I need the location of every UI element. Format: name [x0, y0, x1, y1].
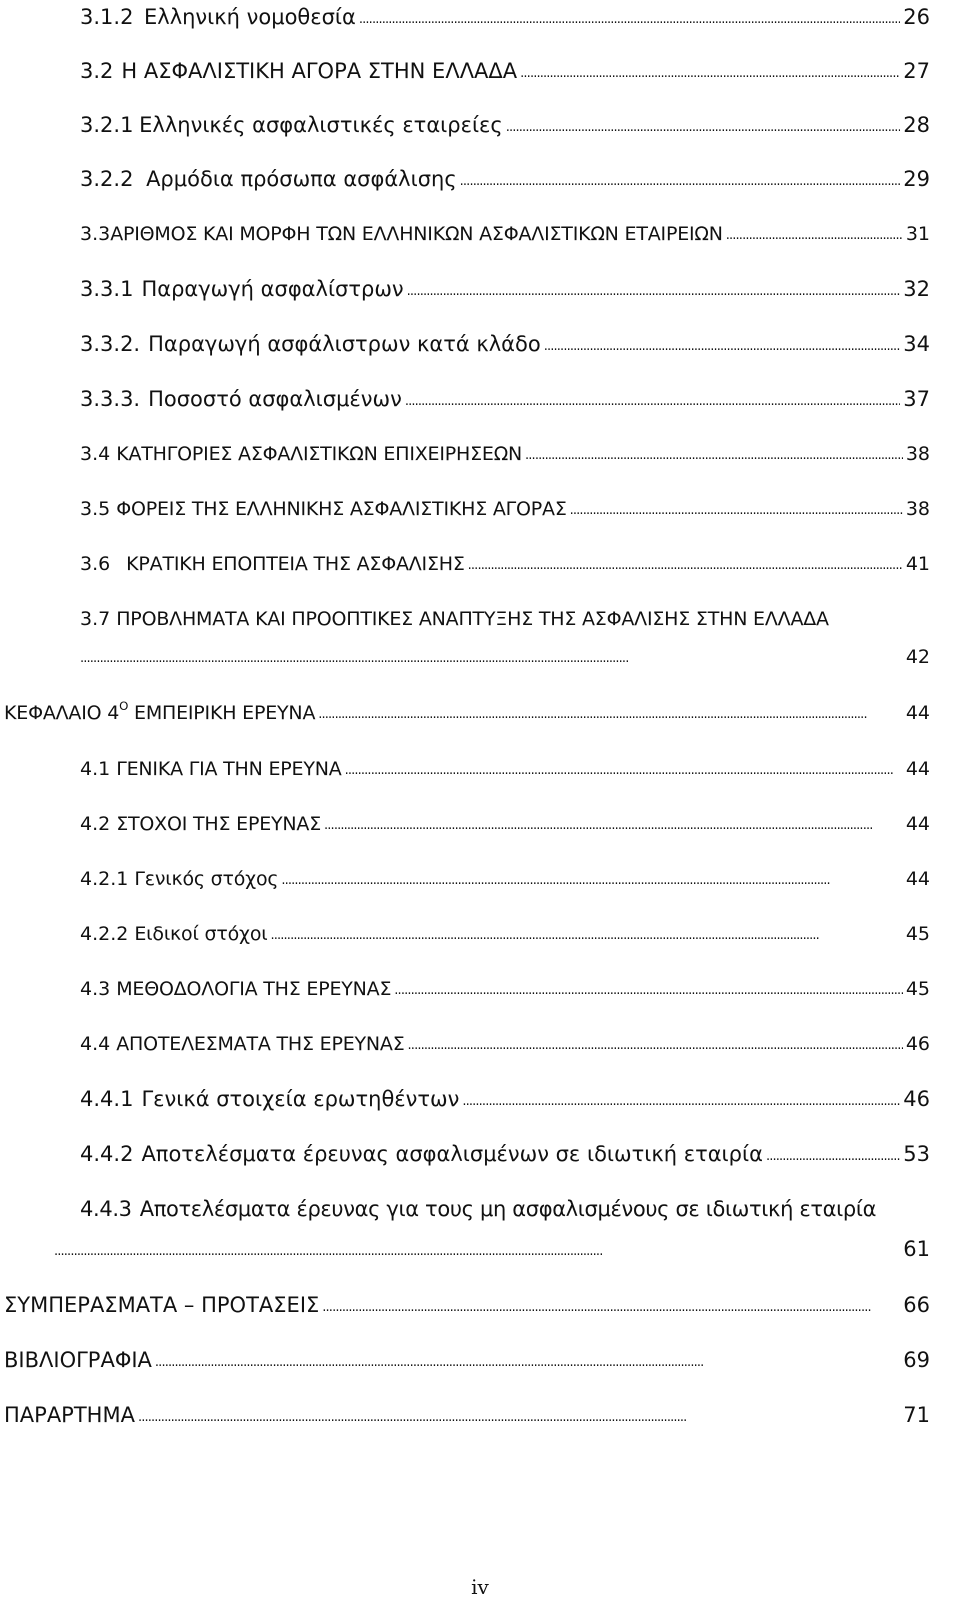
toc-entry-page: 38	[905, 443, 930, 465]
toc-entry-title: ΣΤΟΧΟΙ ΤΗΣ ΕΡΕΥΝΑΣ	[116, 813, 322, 835]
toc-entry-page: 41	[905, 553, 930, 575]
toc-entry-page: 31	[905, 223, 930, 245]
toc-entry[interactable]: 3.1.2 Ελληνική νομοθεσία . . . 26	[80, 4, 930, 30]
dot-leader	[544, 330, 901, 360]
dot-leader	[324, 810, 903, 839]
dot-leader	[318, 699, 903, 728]
toc-entry-title: Αποτελέσματα έρευνας για τους μη ασφαλισμένους σε ιδιωτική εταιρία	[139, 1197, 877, 1221]
toc-entry-title: ΒΙΒΛΙΟΓΡΑΦΙΑ	[4, 1348, 152, 1372]
toc-entry[interactable]	[80, 331, 930, 357]
toc-entry-number: 3.7	[80, 608, 111, 630]
toc-entry-number: 3.2	[80, 59, 114, 83]
toc-entry-number: 4.4	[80, 1033, 111, 1055]
toc-entry-page: 44	[905, 813, 930, 835]
toc-entry[interactable]	[80, 112, 930, 138]
toc-entry-title: Ειδικοί στόχοι	[134, 923, 268, 945]
toc-entry-title: Ελληνικές ασφαλιστικές εταιρείες	[139, 113, 503, 137]
ordinal-suffix: Ο	[119, 698, 129, 713]
toc-entry[interactable]	[80, 441, 930, 467]
dot-leader	[506, 111, 901, 141]
dot-leader	[54, 1235, 900, 1265]
dot-leader	[281, 865, 902, 894]
toc-entry-title: ΦΟΡΕΙΣ ΤΗΣ ΕΛΛΗΝΙΚΗΣ ΑΣΦΑΛΙΣΤΙΚΗΣ ΑΓΟΡΑΣ	[116, 498, 567, 520]
toc-entry-page: 69	[903, 1348, 930, 1372]
dot-leader	[138, 1401, 900, 1431]
chapter-subtitle: ΕΜΠΕΙΡΙΚΗ ΕΡΕΥΝΑ	[128, 702, 316, 724]
dot-leader	[460, 165, 901, 195]
toc-entry-title-line[interactable]	[80, 606, 829, 632]
dot-leader	[407, 275, 901, 305]
toc-entry-title: Γενικά στοιχεία ερωτηθέντων	[141, 1087, 460, 1111]
dot-leader	[394, 975, 903, 1004]
toc-entry[interactable]	[80, 221, 930, 247]
toc-entry-number: 3.5	[80, 498, 111, 520]
toc-entry-title-line[interactable]	[80, 1196, 876, 1222]
toc-entry-page: 37	[903, 387, 930, 411]
toc-entry[interactable]	[80, 756, 930, 782]
toc-entry-number: 3.4	[80, 443, 111, 465]
toc-entry[interactable]	[4, 1292, 930, 1318]
toc-entry-title: ΜΕΘΟΔΟΛΟΓΙΑ ΤΗΣ ΕΡΕΥΝΑΣ	[116, 978, 392, 1000]
toc-entry[interactable]	[80, 811, 930, 837]
toc-entry-number: 4.2	[80, 813, 111, 835]
toc-entry-number: 4.1	[80, 758, 111, 780]
dot-leader	[570, 495, 903, 524]
toc-entry-title: Παραγωγή ασφάλιστρων κατά κλάδο	[148, 332, 541, 356]
toc-entry-page: 42	[905, 646, 930, 668]
dot-leader	[408, 1030, 903, 1059]
toc-entry-number: 4.4.2	[80, 1142, 134, 1166]
toc-entry-title: Γενικός στόχος	[134, 868, 279, 890]
toc-entry-title: ΑΡΙΘΜΟΣ ΚΑΙ ΜΟΡΦΗ ΤΩΝ ΕΛΛΗΝΙΚΩΝ ΑΣΦΑΛΙΣΤΙΚΩΝ ΕΤΑΙΡΕΙΩΝ	[110, 223, 723, 245]
toc-entry-title: ΠΡΟΒΛΗΜΑΤΑ ΚΑΙ ΠΡΟΟΠΤΙΚΕΣ ΑΝΑΠΤΥΞΗΣ ΤΗΣ ΑΣΦΑΛΙΣΗΣ ΣΤΗΝ ΕΛΛΑΔΑ	[116, 608, 829, 630]
dot-leader	[345, 755, 903, 784]
dot-leader	[405, 385, 900, 415]
dot-leader	[359, 3, 900, 33]
toc-entry-title: ΣΥΜΠΕΡΑΣΜΑΤΑ – ΠΡΟΤΑΣΕΙΣ	[4, 1293, 320, 1317]
toc-entry-page: 53	[903, 1142, 930, 1166]
toc-entry-number: 3.3.3.	[80, 387, 141, 411]
toc-entry[interactable]	[80, 276, 930, 302]
toc-entry-title: ΚΑΤΗΓΟΡΙΕΣ ΑΣΦΑΛΙΣΤΙΚΩΝ ΕΠΙΧΕΙΡΗΣΕΩΝ	[116, 443, 523, 465]
dot-leader	[80, 643, 903, 672]
toc-entry-number: 3.3	[80, 223, 111, 245]
dot-leader	[520, 57, 900, 87]
toc-entry-title: Ελληνική νομοθεσία	[144, 5, 356, 29]
toc-entry-page: 46	[905, 1033, 930, 1055]
toc-entry-leader-line[interactable]	[54, 1236, 930, 1262]
toc-entry-number: 4.2.1	[80, 868, 129, 890]
toc-entry[interactable]	[80, 496, 930, 522]
toc-entry-page: 28	[903, 113, 930, 137]
toc-entry-page: 44	[905, 868, 930, 890]
toc-entry-leader-line[interactable]	[80, 644, 930, 670]
toc-entry-page: 34	[903, 332, 930, 356]
toc-entry-title: Αποτελέσματα έρευνας ασφαλισμένων σε ιδιωτική εταιρία	[141, 1142, 763, 1166]
toc-entry-title: ΠΑΡΑΡΤΗΜΑ	[4, 1403, 135, 1427]
toc-entry-page: 45	[905, 923, 930, 945]
dot-leader	[270, 920, 902, 949]
toc-entry-page: 71	[903, 1403, 930, 1427]
toc-entry-title: Παραγωγή ασφαλίστρων	[141, 277, 404, 301]
toc-entry[interactable]	[80, 166, 930, 192]
toc-entry[interactable]	[4, 700, 930, 726]
toc-entry-page: 29	[903, 167, 930, 191]
toc-entry[interactable]	[80, 551, 930, 577]
toc-entry[interactable]	[4, 1347, 930, 1373]
toc-entry-page: 46	[903, 1087, 930, 1111]
toc-entry-page: 45	[905, 978, 930, 1000]
toc-entry-page: 61	[903, 1237, 930, 1261]
toc-entry-number: 3.2.2	[80, 167, 134, 191]
toc-entry-number: 4.4.1	[80, 1087, 134, 1111]
toc-entry[interactable]	[80, 1141, 930, 1167]
toc-entry-page: 27	[903, 59, 930, 83]
toc-entry-title: ΓΕΝΙΚΑ ΓΙΑ ΤΗΝ ΕΡΕΥΝΑ	[116, 758, 342, 780]
dot-leader	[766, 1140, 900, 1170]
toc-entry-number: 3.3.1	[80, 277, 134, 301]
toc-entry-number: 3.3.2.	[80, 332, 141, 356]
toc-entry-title: Αρμόδια πρόσωπα ασφάλισης	[146, 167, 457, 191]
dot-leader	[155, 1346, 900, 1376]
toc-entry-number: 4.2.2	[80, 923, 129, 945]
toc-entry-page: 44	[905, 702, 930, 724]
toc-entry-title: ΑΠΟΤΕΛΕΣΜΑΤΑ ΤΗΣ ΕΡΕΥΝΑΣ	[116, 1033, 405, 1055]
dot-leader	[322, 1291, 900, 1321]
toc-entry-title: ΚΡΑΤΙΚΗ ΕΠΟΠΤΕΙΑ ΤΗΣ ΑΣΦΑΛΙΣΗΣ	[126, 553, 465, 575]
toc-entry[interactable]	[4, 1402, 930, 1428]
toc-entry-title	[4, 700, 315, 726]
toc-entry-number: 4.3	[80, 978, 111, 1000]
toc-entry-title: Ποσοστό ασφαλισμένων	[148, 387, 402, 411]
toc-entry[interactable]	[80, 1086, 930, 1112]
toc-entry-number: 3.6	[80, 553, 111, 575]
toc-entry-page: 32	[903, 277, 930, 301]
chapter-title: ΚΕΦΑΛΑΙΟ 4	[4, 702, 120, 724]
dot-leader	[462, 1085, 900, 1115]
toc-entry-page: 66	[903, 1293, 930, 1317]
toc-entry-title: Η ΑΣΦΑΛΙΣΤΙΚΗ ΑΓΟΡΑ ΣΤΗΝ ΕΛΛΑΔΑ	[121, 59, 518, 83]
toc-entry-page: 26	[903, 5, 930, 29]
toc-entry-number: 3.2.1	[80, 113, 134, 137]
page-number: iv	[471, 1575, 489, 1599]
dot-leader	[726, 220, 903, 249]
toc-entry-number: 4.4.3	[80, 1197, 132, 1221]
toc-entry[interactable]	[80, 866, 930, 892]
dot-leader	[468, 550, 903, 579]
toc-entry[interactable]	[80, 58, 930, 84]
toc-entry[interactable]	[80, 921, 930, 947]
toc-entry[interactable]	[80, 386, 930, 412]
dot-leader	[525, 440, 903, 469]
toc-entry-page: 38	[905, 498, 930, 520]
toc-entry-page: 44	[905, 758, 930, 780]
toc-entry[interactable]	[80, 1031, 930, 1057]
toc-entry[interactable]	[80, 976, 930, 1002]
